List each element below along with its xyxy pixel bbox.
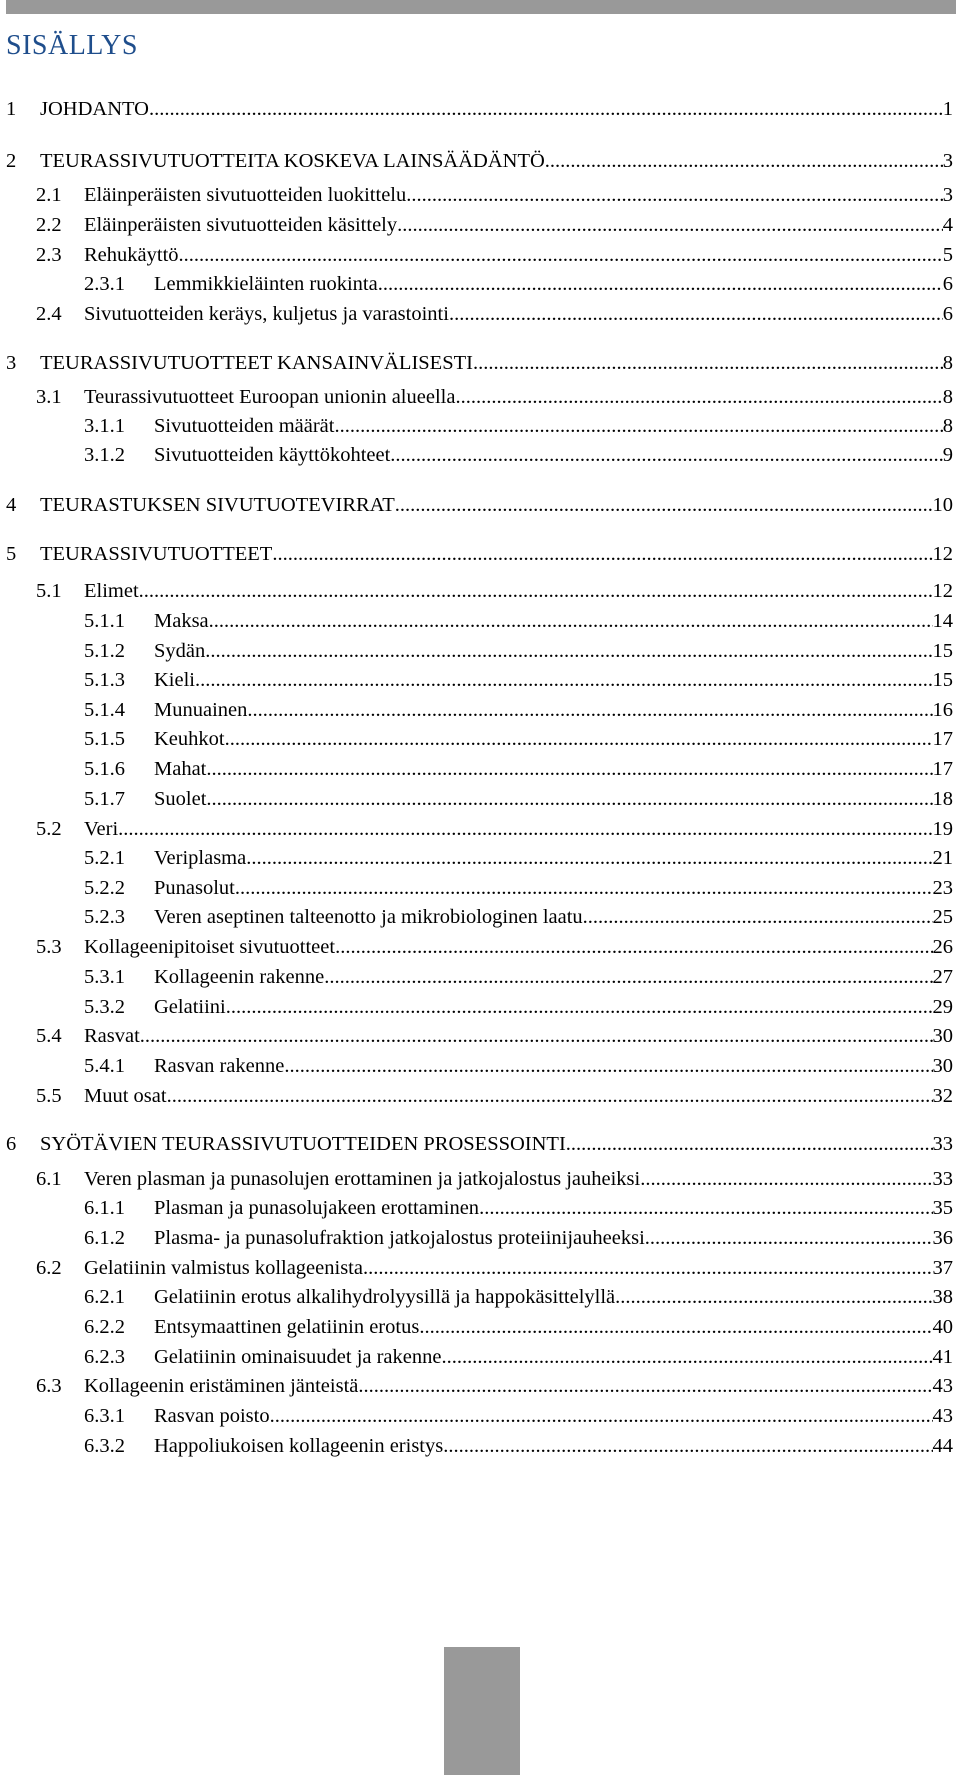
toc-entry-page: 4: [942, 214, 953, 236]
toc-dot-leader: [284, 1051, 932, 1081]
toc-entry-label: [154, 754, 953, 784]
toc-entry-title: Muut osat: [84, 1081, 167, 1111]
toc-entry-page: 38: [932, 1286, 953, 1308]
toc-entry[interactable]: [6, 1021, 953, 1051]
toc-entry-label: [84, 1081, 953, 1111]
toc-entry-page: 8: [942, 386, 953, 408]
toc-dot-leader: [406, 180, 943, 210]
toc-entry[interactable]: [6, 146, 953, 176]
toc-entry-page: 41: [932, 1346, 953, 1368]
toc-entry-title: Veren aseptinen talteenotto ja mikrobiologinen laatu: [154, 902, 583, 932]
toc-entry-title: Keuhkot: [154, 724, 225, 754]
toc-entry-label: [84, 814, 953, 844]
toc-entry-label: [154, 1282, 953, 1312]
toc-entry-title: Mahat: [154, 754, 206, 784]
toc-entry-page: 8: [942, 415, 953, 437]
toc-entry-title: Gelatiinin ominaisuudet ja rakenne: [154, 1342, 441, 1372]
toc-entry[interactable]: [6, 754, 953, 784]
toc-entry-number: 2.3.1: [84, 273, 125, 295]
toc-entry[interactable]: [6, 269, 953, 299]
toc-dot-leader: [545, 146, 943, 176]
toc-entry-page: 5: [942, 244, 953, 266]
toc-entry-number: 6.3: [36, 1375, 62, 1397]
toc-entry-label: [154, 606, 953, 636]
toc-entry-page: 44: [932, 1435, 953, 1457]
toc-entry[interactable]: [6, 299, 953, 329]
toc-dot-leader: [206, 784, 932, 814]
toc-entry-label: [84, 382, 953, 412]
toc-entry[interactable]: [6, 873, 953, 903]
toc-entry-title: Plasma- ja punasolufraktion jatkojalostus proteiinijauheeksi: [154, 1223, 645, 1253]
toc-entry[interactable]: [6, 348, 953, 378]
toc-entry-label: [40, 1129, 953, 1159]
toc-dot-leader: [246, 843, 932, 873]
toc-dot-leader: [390, 440, 942, 470]
toc-entry-title: Eläinperäisten sivutuotteiden luokittelu: [84, 180, 406, 210]
toc-entry-title: TEURASSIVUTUOTTEET: [40, 539, 272, 569]
toc-entry-number: 3.1: [36, 386, 62, 408]
toc-entry-number: 6: [6, 1133, 17, 1155]
toc-entry[interactable]: [6, 240, 953, 270]
toc-dot-leader: [167, 1081, 933, 1111]
toc-entry-title: Rasvan rakenne: [154, 1051, 284, 1081]
toc-entry-number: 5.1: [36, 580, 62, 602]
toc-dot-leader: [205, 636, 932, 666]
toc-entry-number: 5.1.6: [84, 758, 125, 780]
toc-entry-page: 30: [932, 1055, 953, 1077]
toc-entry-page: 8: [942, 352, 953, 374]
toc-entry-number: 5.1.7: [84, 788, 125, 810]
toc-entry[interactable]: [6, 1223, 953, 1253]
toc-entry[interactable]: [6, 1253, 953, 1283]
toc-entry-title: Kollageenin eristäminen jänteistä: [84, 1371, 358, 1401]
toc-entry-label: [154, 962, 953, 992]
toc-entry-label: [154, 724, 953, 754]
toc-entry-label: [154, 1193, 953, 1223]
toc-entry-page: 26: [932, 936, 953, 958]
toc-entry-number: 2.2: [36, 214, 62, 236]
toc-entry-number: 3.1.2: [84, 444, 125, 466]
toc-entry-label: [40, 94, 953, 124]
toc-entry-label: [154, 1312, 953, 1342]
toc-dot-leader: [640, 1164, 932, 1194]
toc-dot-leader: [324, 962, 932, 992]
toc-entry-label: [154, 1051, 953, 1081]
toc-entry-page: 6: [942, 303, 953, 325]
toc-dot-leader: [195, 665, 933, 695]
toc-entry-page: 15: [932, 640, 953, 662]
toc-entry-label: [154, 269, 953, 299]
toc-entry-page: 37: [932, 1257, 953, 1279]
toc-entry[interactable]: [6, 1371, 953, 1401]
toc-dot-leader: [206, 754, 932, 784]
toc-dot-leader: [397, 210, 943, 240]
toc-entry-number: 5.3.2: [84, 996, 125, 1018]
toc-entry-number: 5.4.1: [84, 1055, 125, 1077]
toc-entry-number: 5.2: [36, 818, 62, 840]
toc-entry-page: 3: [942, 150, 953, 172]
toc-entry-label: [40, 146, 953, 176]
toc-entry[interactable]: [6, 843, 953, 873]
toc-dot-leader: [272, 539, 932, 569]
toc-entry[interactable]: [6, 962, 953, 992]
toc-entry-title: Rasvat: [84, 1021, 140, 1051]
toc-entry-number: 2.4: [36, 303, 62, 325]
toc-entry-number: 5.5: [36, 1085, 62, 1107]
toc-entry[interactable]: [6, 636, 953, 666]
toc-entry-number: 5.4: [36, 1025, 62, 1047]
toc-entry-page: 3: [942, 184, 953, 206]
toc-entry-title: Gelatiinin erotus alkalihydrolyysillä ja happokäsittelyllä: [154, 1282, 615, 1312]
toc-entry-page: 30: [932, 1025, 953, 1047]
toc-entry-number: 6.2: [36, 1257, 62, 1279]
toc-entry-title: Gelatiini: [154, 992, 226, 1022]
toc-entry-label: [40, 348, 953, 378]
toc-entry[interactable]: [6, 724, 953, 754]
toc-dot-leader: [149, 94, 943, 124]
toc-entry[interactable]: [6, 539, 953, 569]
toc-entry-number: 5.2.2: [84, 877, 125, 899]
toc-entry-title: Rasvan poisto: [154, 1401, 270, 1431]
toc-entry-number: 2.3: [36, 244, 62, 266]
toc-dot-leader: [358, 1371, 932, 1401]
toc-entry-number: 1: [6, 98, 17, 120]
toc-entry-label: [84, 1371, 953, 1401]
toc-entry-title: Sivutuotteiden käyttökohteet: [154, 440, 390, 470]
toc-entry[interactable]: [6, 440, 953, 470]
toc-entry-number: 5.1.5: [84, 728, 125, 750]
toc-entry-label: [154, 902, 953, 932]
toc-entry-page: 33: [932, 1168, 953, 1190]
toc-entry[interactable]: [6, 382, 953, 412]
toc-entry-label: [154, 440, 953, 470]
toc-entry-page: 29: [932, 996, 953, 1018]
toc-entry-title: Sivutuotteiden määrät: [154, 411, 334, 441]
toc-entry-label: [154, 1223, 953, 1253]
toc-entry-page: 40: [932, 1316, 953, 1338]
toc-dot-leader: [363, 1253, 933, 1283]
toc-entry-page: 14: [932, 610, 953, 632]
toc-entry-title: Eläinperäisten sivutuotteiden käsittely: [84, 210, 397, 240]
toc-entry[interactable]: [6, 932, 953, 962]
toc-dot-leader: [419, 1312, 932, 1342]
toc-entry-page: 12: [932, 580, 953, 602]
toc-entry-title: Kollageenin rakenne: [154, 962, 324, 992]
toc-dot-leader: [473, 348, 943, 378]
toc-entry-title: JOHDANTO: [40, 94, 149, 124]
toc-entry-number: 6.3.1: [84, 1405, 125, 1427]
toc-entry-number: 4: [6, 494, 17, 516]
toc-entry[interactable]: [6, 606, 953, 636]
toc-entry-title: Munuainen: [154, 695, 247, 725]
toc-entry[interactable]: [6, 1312, 953, 1342]
toc-entry-title: Veriplasma: [154, 843, 246, 873]
toc-entry-number: 6.1: [36, 1168, 62, 1190]
toc-entry-number: 6.3.2: [84, 1435, 125, 1457]
toc-entry-page: 12: [932, 543, 953, 565]
toc-dot-leader: [209, 606, 933, 636]
toc-entry-number: 6.2.3: [84, 1346, 125, 1368]
toc-entry-number: 5.1.3: [84, 669, 125, 691]
toc-entry-number: 6.2.1: [84, 1286, 125, 1308]
toc-entry-page: 35: [932, 1197, 953, 1219]
toc-dot-leader: [270, 1401, 933, 1431]
toc-entry-title: Sivutuotteiden keräys, kuljetus ja varastointi: [84, 299, 449, 329]
toc-dot-leader: [118, 814, 932, 844]
toc-entry[interactable]: [6, 1282, 953, 1312]
toc-entry-number: 3: [6, 352, 17, 374]
toc-entry[interactable]: [6, 411, 953, 441]
toc-entry-page: 32: [932, 1085, 953, 1107]
toc-entry-number: 5.2.1: [84, 847, 125, 869]
toc-entry-page: 43: [932, 1375, 953, 1397]
toc-entry-label: [154, 873, 953, 903]
toc-entry-number: 5.1.2: [84, 640, 125, 662]
toc-entry-page: 21: [932, 847, 953, 869]
toc-entry-title: TEURASTUKSEN SIVUTUOTEVIRRAT: [40, 490, 395, 520]
toc-entry[interactable]: [6, 665, 953, 695]
toc-entry-number: 5.3: [36, 936, 62, 958]
toc-entry-number: 6.2.2: [84, 1316, 125, 1338]
toc-entry[interactable]: [6, 1164, 953, 1194]
toc-entry[interactable]: [6, 180, 953, 210]
toc-entry-title: Rehukäyttö: [84, 240, 179, 270]
toc-entry[interactable]: [6, 902, 953, 932]
toc-entry[interactable]: [6, 814, 953, 844]
toc-entry-title: Kollageenipitoiset sivutuotteet: [84, 932, 335, 962]
toc-entry-label: [84, 299, 953, 329]
toc-entry-label: [154, 411, 953, 441]
toc-dot-leader: [378, 269, 943, 299]
toc-entry[interactable]: [6, 576, 953, 606]
toc-entry-title: Lemmikkieläinten ruokinta: [154, 269, 378, 299]
toc-entry-page: 17: [932, 758, 953, 780]
toc-entry-label: [84, 932, 953, 962]
toc-entry-label: [154, 1401, 953, 1431]
toc-entry-page: 17: [932, 728, 953, 750]
toc-dot-leader: [479, 1193, 932, 1223]
toc-entry-label: [154, 1431, 953, 1461]
toc-entry-number: 2: [6, 150, 17, 172]
toc-entry-title: Elimet: [84, 576, 139, 606]
toc-entry-page: 19: [932, 818, 953, 840]
toc-entry[interactable]: [6, 490, 953, 520]
toc-dot-leader: [615, 1282, 932, 1312]
toc-dot-leader: [140, 1021, 933, 1051]
toc-entry-title: Punasolut: [154, 873, 235, 903]
toc-heading: SISÄLLYS: [6, 30, 138, 61]
toc-entry-number: 6.1.2: [84, 1227, 125, 1249]
toc-entry-title: Plasman ja punasolujakeen erottaminen: [154, 1193, 479, 1223]
toc-entry-number: 5: [6, 543, 17, 565]
toc-entry-title: SYÖTÄVIEN TEURASSIVUTUOTTEIDEN PROSESSOINTI: [40, 1129, 566, 1159]
toc-entry-page: 25: [932, 906, 953, 928]
toc-entry-page: 36: [932, 1227, 953, 1249]
toc-dot-leader: [226, 992, 933, 1022]
toc-dot-leader: [225, 724, 933, 754]
toc-entry-label: [84, 1164, 953, 1194]
toc-entry-title: Veren plasman ja punasolujen erottaminen ja jatkojalostus jauheiksi: [84, 1164, 640, 1194]
toc-entry-page: 33: [932, 1133, 953, 1155]
toc-entry-label: [84, 210, 953, 240]
toc-entry-number: 5.1.4: [84, 699, 125, 721]
toc-dot-leader: [441, 1342, 932, 1372]
toc-entry-number: 3.1.1: [84, 415, 125, 437]
toc-entry-label: [84, 1021, 953, 1051]
toc-entry-page: 18: [932, 788, 953, 810]
toc-entry-page: 27: [932, 966, 953, 988]
toc-entry[interactable]: [6, 784, 953, 814]
toc-entry-label: [84, 576, 953, 606]
toc-entry-label: [84, 1253, 953, 1283]
toc-dot-leader: [645, 1223, 933, 1253]
toc-entry-title: TEURASSIVUTUOTTEITA KOSKEVA LAINSÄÄDÄNTÖ: [40, 146, 545, 176]
toc-entry-label: [154, 843, 953, 873]
toc-entry-label: [154, 992, 953, 1022]
toc-entry-page: 9: [942, 444, 953, 466]
toc-entry-page: 10: [932, 494, 953, 516]
toc-entry-label: [40, 490, 953, 520]
toc-dot-leader: [583, 902, 933, 932]
toc-entry[interactable]: [6, 1401, 953, 1431]
toc-entry-title: Maksa: [154, 606, 209, 636]
toc-entry[interactable]: [6, 1051, 953, 1081]
toc-entry-title: Teurassivutuotteet Euroopan unionin alueella: [84, 382, 455, 412]
toc-entry-title: Veri: [84, 814, 118, 844]
toc-entry-page: 43: [932, 1405, 953, 1427]
toc-entry-number: 2.1: [36, 184, 62, 206]
toc-entry-number: 5.1.1: [84, 610, 125, 632]
toc-dot-leader: [443, 1431, 932, 1461]
toc-entry-page: 23: [932, 877, 953, 899]
toc-dot-leader: [449, 299, 943, 329]
toc-entry-title: TEURASSIVUTUOTTEET KANSAINVÄLISESTI: [40, 348, 473, 378]
toc-entry[interactable]: [6, 695, 953, 725]
toc-entry-label: [154, 665, 953, 695]
toc-dot-leader: [335, 932, 932, 962]
toc-entry-page: 15: [932, 669, 953, 691]
toc-entry-page: 6: [942, 273, 953, 295]
toc-entry-title: Kieli: [154, 665, 195, 695]
toc-entry[interactable]: [6, 1081, 953, 1111]
toc-entry-label: [154, 784, 953, 814]
toc-entry-label: [154, 1342, 953, 1372]
toc-dot-leader: [395, 490, 933, 520]
toc-entry[interactable]: [6, 1129, 953, 1159]
toc-dot-leader: [334, 411, 942, 441]
toc-entry-number: 6.1.1: [84, 1197, 125, 1219]
toc-dot-leader: [235, 873, 933, 903]
toc-entry-number: 5.3.1: [84, 966, 125, 988]
toc-entry[interactable]: [6, 992, 953, 1022]
toc-entry-title: Gelatiinin valmistus kollageenista: [84, 1253, 363, 1283]
toc-dot-leader: [566, 1129, 933, 1159]
toc-entry[interactable]: [6, 1342, 953, 1372]
toc-entry-title: Sydän: [154, 636, 205, 666]
toc-dot-leader: [139, 576, 933, 606]
toc-entry-title: Entsymaattinen gelatiinin erotus: [154, 1312, 419, 1342]
toc-entry-label: [154, 695, 953, 725]
toc-entry-title: Happoliukoisen kollageenin eristys: [154, 1431, 443, 1461]
toc-entry-page: 1: [942, 98, 953, 120]
toc-entry[interactable]: [6, 1431, 953, 1461]
toc-entry-title: Suolet: [154, 784, 206, 814]
toc-entry[interactable]: [6, 1193, 953, 1223]
toc-entry-label: [154, 636, 953, 666]
toc-entry-label: [40, 539, 953, 569]
toc-entry-page: 16: [932, 699, 953, 721]
bottom-decorative-block: [444, 1647, 520, 1775]
toc-entry-number: 5.2.3: [84, 906, 125, 928]
toc-entry-label: [84, 240, 953, 270]
toc-dot-leader: [247, 695, 932, 725]
toc-entry-label: [84, 180, 953, 210]
toc-entry[interactable]: [6, 94, 953, 124]
toc-dot-leader: [455, 382, 942, 412]
toc-dot-leader: [179, 240, 943, 270]
toc-entry[interactable]: [6, 210, 953, 240]
